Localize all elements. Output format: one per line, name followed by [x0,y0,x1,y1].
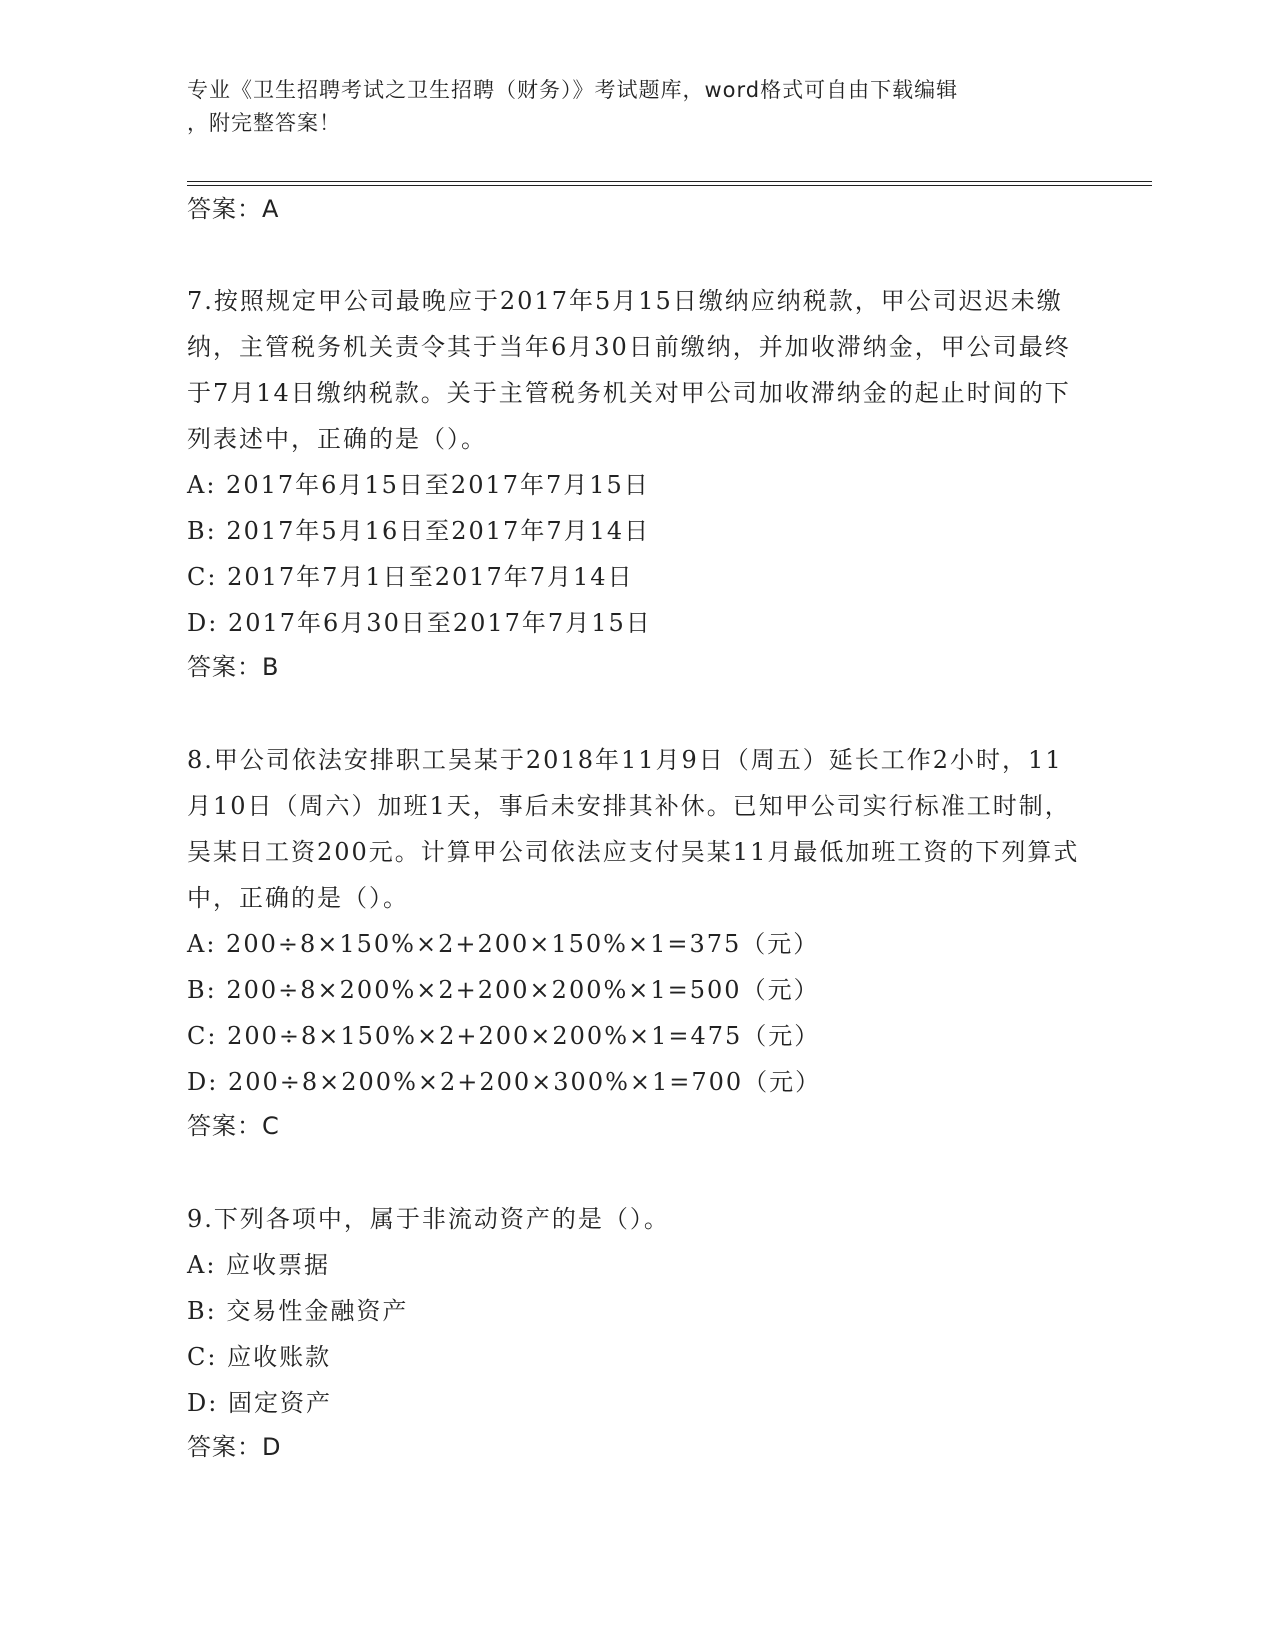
question-text: 7.按照规定甲公司最晚应于2017年5月15日缴纳应纳税款，甲公司迟迟未缴纳，主管税务机关责令其于当年6月30日前缴纳，并加收滞纳金，甲公司最终于7月14日缴纳税款。关于主管税务机关对甲公司加收滞纳金的起止时间的下列表述中，正确的是（）。 [187,287,1071,453]
question-9 [187,1196,1087,1426]
answer-previous: 答案：A [187,195,280,223]
document-header [187,74,1087,140]
question-text: 8.甲公司依法安排职工吴某于2018年11月9日（周五）延长工作2小时，11月10日（周六）加班1天，事后未安排其补休。已知甲公司实行标准工时制，吴某日工资200元。计算甲公司依法应支付吴某11月最低加班工资的下列算式中，正确的是（）。 [187,746,1080,912]
header-line-1: 专业《卫生招聘考试之卫生招聘（财务）》考试题库，word格式可自由下载编辑 [187,78,959,102]
option-d: D: 200÷8×200%×2+200×300%×1=700（元） [187,1068,822,1096]
answer-7: 答案：B [187,653,280,681]
option-c: C: 应收账款 [187,1343,332,1371]
option-d: D: 固定资产 [187,1389,332,1417]
option-b: B: 交易性金融资产 [187,1297,409,1325]
option-b: B: 200÷8×200%×2+200×200%×1=500（元） [187,976,820,1004]
header-line-2: ，附完整答案！ [187,111,341,135]
option-a: A: 应收票据 [187,1251,331,1279]
option-c: C: 200÷8×150%×2+200×200%×1=475（元） [187,1022,821,1050]
header-rule-top [187,181,1152,182]
answer-9: 答案：D [187,1433,282,1461]
question-7 [187,278,1087,646]
answer-8: 答案：C [187,1112,280,1140]
option-c: C: 2017年7月1日至2017年7月14日 [187,563,634,591]
option-d: D: 2017年6月30日至2017年7月15日 [187,609,652,637]
question-text: 9.下列各项中，属于非流动资产的是（）。 [187,1205,670,1233]
header-rule-bottom [187,185,1152,186]
question-8 [187,737,1087,1105]
option-a: A: 200÷8×150%×2+200×150%×1=375（元） [187,930,820,958]
option-a: A: 2017年6月15日至2017年7月15日 [187,471,650,499]
option-b: B: 2017年5月16日至2017年7月14日 [187,517,651,545]
